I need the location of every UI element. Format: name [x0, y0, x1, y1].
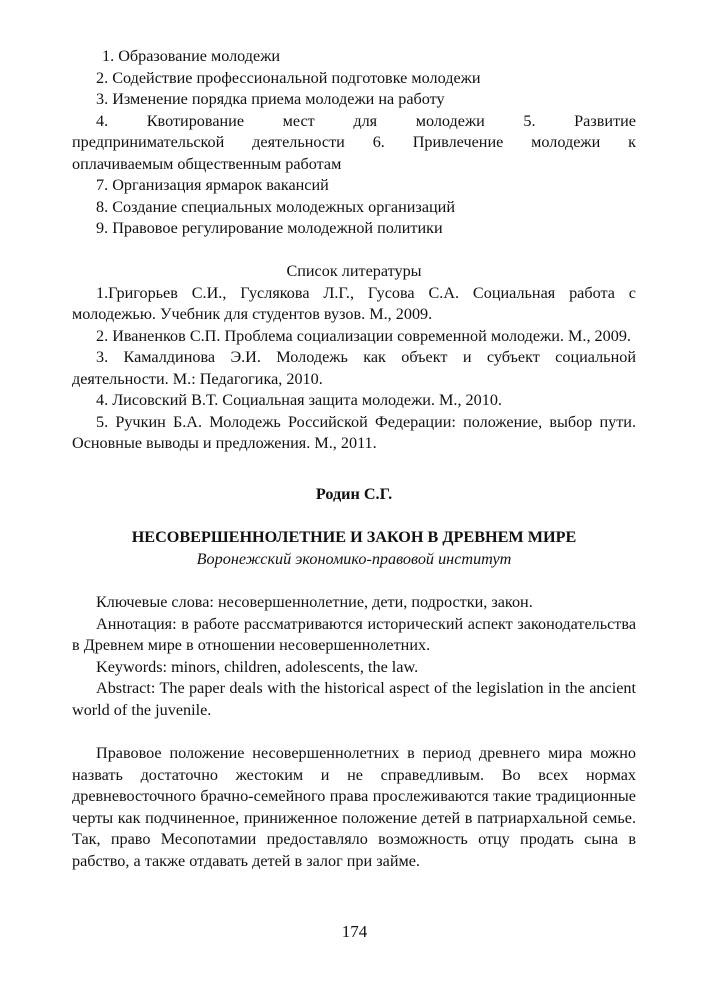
keywords-en: Keywords: minors, children, adolescents, the law. — [96, 657, 419, 676]
list-item: 9. Правовое регулирование молодежной политики — [96, 219, 443, 237]
list-item: 7. Организация ярмарок вакансий — [96, 176, 329, 194]
article-author: Родин С.Г. — [315, 484, 393, 503]
abstract-en: Abstract: The paper deals with the historical aspect of the legislation in the ancient world of the juvenile. — [72, 679, 636, 719]
list-item: 2. Содействие профессиональной подготовке молодежи — [96, 68, 481, 87]
body-paragraph: Правовое положение несовершеннолетних в период древнего мира можно назвать достаточно жестоким и не справедливым. Во всех нормах древневосточного брачно-семейного права прослеживаются такие традиционные черты как подчиненное, приниженное положение детей в патриархальной семье. Так, право Месопотамии предоставляло возможность отцу продать сына в рабство, а также отдавать детей в залог при займе. — [72, 744, 636, 870]
references-heading: Список литературы — [286, 262, 422, 280]
page-number: 174 — [341, 922, 368, 941]
reference-item: 5. Ручкин Б.А. Молодежь Российской Федерации: положение, выбор пути. Основные выводы и предложения. М., 2011. — [72, 412, 636, 452]
list-item: 4. Квотирование мест для молодежи 5. Развитие — [96, 111, 636, 130]
list-item: 8. Создание специальных молодежных организаций — [96, 197, 456, 216]
reference-item: 4. Лисовский В.Т. Социальная защита молодежи. М., 2010. — [96, 391, 502, 409]
page-content — [72, 46, 636, 872]
reference-item: 1.Григорьев С.И., Гуслякова Л.Г., Гусова С.А. Социальная работа с молодежью. Учебник для студентов вузов. М., 2009. — [72, 283, 636, 323]
abstract-ru: Аннотация: в работе рассматриваются исторический аспект законодательства в Древнем мире в отношении несовершеннолетних. — [72, 614, 636, 654]
article-title: НЕСОВЕРШЕННОЛЕТНИЕ И ЗАКОН В ДРЕВНЕМ МИРЕ — [131, 528, 577, 546]
reference-item: 3. Камалдинова Э.И. Молодежь как объект и субъект социальной деятельности. М.: Педагогика, 2010. — [72, 348, 636, 388]
list-item-continuation: предпринимательской деятельности 6. Привлечение молодежи к — [72, 133, 636, 151]
reference-item: 2. Иваненков С.П. Проблема социализации современной молодежи. М., 2009. — [96, 326, 631, 345]
list-item-continuation: оплачиваемым общественным работам — [72, 154, 342, 173]
keywords-ru: Ключевые слова: несовершеннолетние, дети, подростки, закон. — [96, 593, 533, 611]
list-item: 3. Изменение порядка приема молодежи на работу — [96, 90, 445, 108]
article-institution: Воронежский экономико-правовой институт — [196, 549, 512, 568]
list-item: 1. Образование молодежи — [102, 47, 281, 65]
